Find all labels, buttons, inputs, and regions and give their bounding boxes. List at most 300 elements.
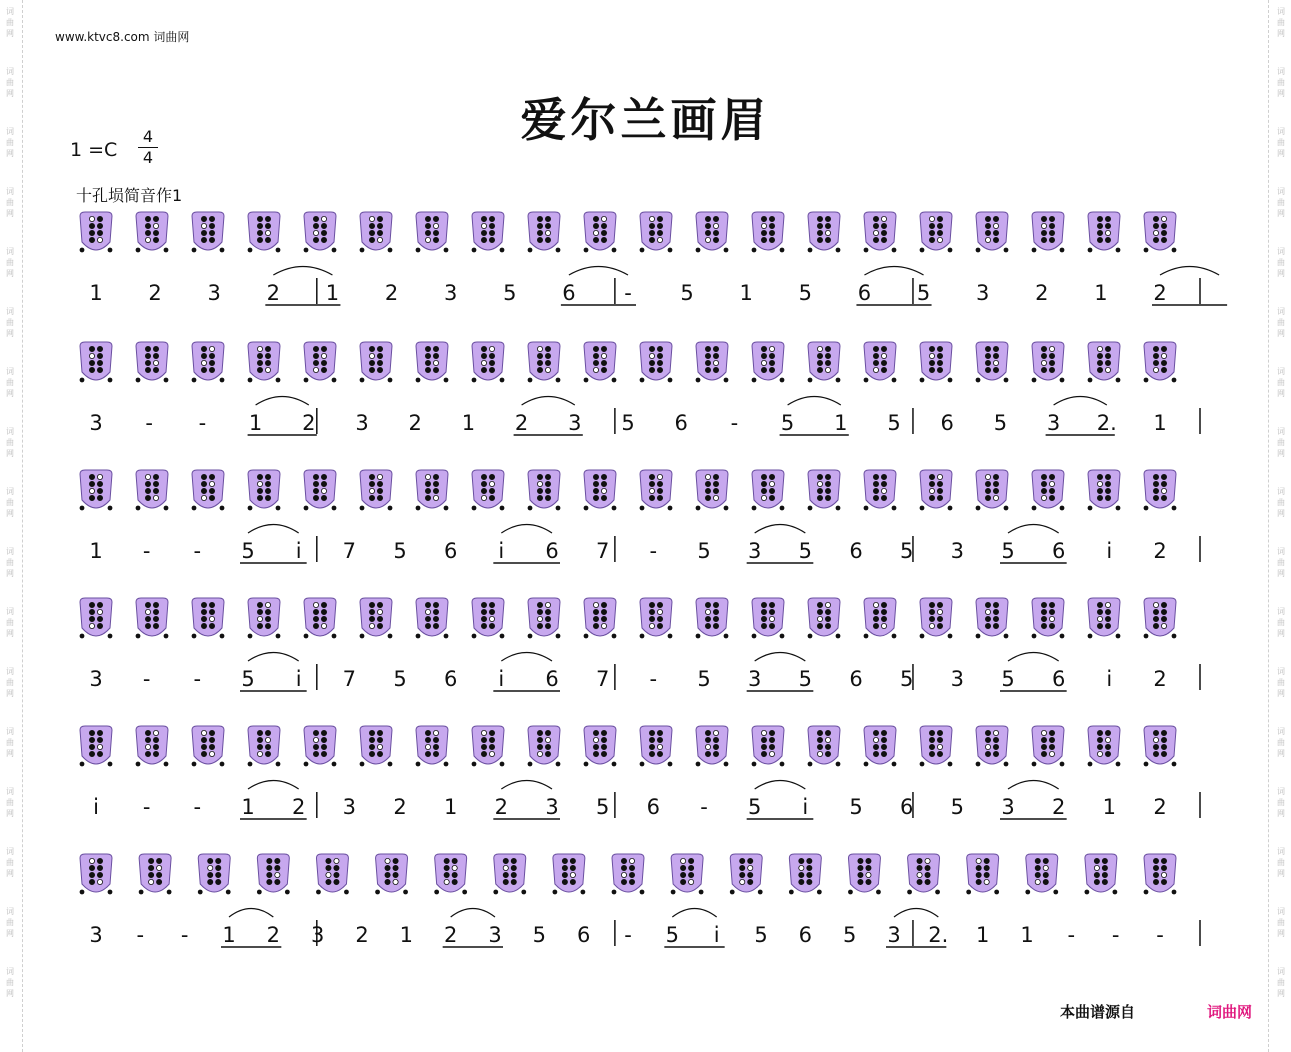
ocarina-fingering-chart xyxy=(472,726,504,764)
finger-hole xyxy=(657,495,662,500)
finger-hole xyxy=(89,495,94,500)
finger-hole xyxy=(313,751,318,756)
finger-hole xyxy=(681,872,686,877)
finger-hole xyxy=(748,879,753,884)
finger-hole xyxy=(1102,865,1107,870)
finger-hole xyxy=(649,216,654,221)
finger-hole xyxy=(1094,858,1099,863)
ocarina-fingering-chart xyxy=(612,854,644,892)
finger-hole xyxy=(489,230,494,235)
finger-hole xyxy=(1041,346,1046,351)
thumb-hole xyxy=(935,890,940,895)
finger-hole xyxy=(925,872,930,877)
finger-hole xyxy=(385,865,390,870)
note-text: - xyxy=(142,667,151,691)
ocarina-fingering-chart xyxy=(976,212,1008,250)
finger-hole xyxy=(537,367,542,372)
finger-hole xyxy=(993,346,998,351)
thumb-hole xyxy=(444,378,449,383)
slur xyxy=(1160,267,1219,276)
slur xyxy=(1008,781,1059,790)
finger-hole xyxy=(985,353,990,358)
note-text: 6 xyxy=(899,795,914,819)
finger-hole xyxy=(97,223,102,228)
finger-hole xyxy=(1041,730,1046,735)
note-text: 3 xyxy=(89,411,103,435)
thumb-hole xyxy=(528,506,533,511)
finger-hole xyxy=(1041,495,1046,500)
ocarina-fingering-chart xyxy=(528,470,560,508)
thumb-hole xyxy=(948,378,953,383)
finger-hole xyxy=(1097,737,1102,742)
finger-hole xyxy=(481,353,486,358)
thumb-hole xyxy=(1172,506,1177,511)
note-text: 3 xyxy=(310,923,325,947)
finger-hole xyxy=(275,879,280,884)
finger-hole xyxy=(1041,602,1046,607)
ocarina-fingering-chart xyxy=(494,854,526,892)
watermark-text: 词曲网 xyxy=(6,427,14,458)
finger-hole xyxy=(593,602,598,607)
finger-hole xyxy=(334,865,339,870)
finger-hole xyxy=(265,237,270,242)
finger-hole xyxy=(705,474,710,479)
finger-hole xyxy=(489,751,494,756)
note-text: - xyxy=(180,923,189,947)
finger-hole xyxy=(1049,223,1054,228)
finger-hole xyxy=(705,730,710,735)
finger-hole xyxy=(537,609,542,614)
finger-hole xyxy=(866,872,871,877)
finger-hole xyxy=(537,230,542,235)
finger-hole xyxy=(649,751,654,756)
slur xyxy=(501,653,552,662)
finger-hole xyxy=(377,346,382,351)
finger-hole xyxy=(929,744,934,749)
note-text: 3 xyxy=(950,539,965,563)
finger-hole xyxy=(201,623,206,628)
finger-hole xyxy=(976,872,981,877)
thumb-hole xyxy=(758,890,763,895)
finger-hole xyxy=(385,872,390,877)
note-text: 5 xyxy=(503,281,517,305)
note-text: 5 xyxy=(697,667,711,691)
finger-hole xyxy=(1041,216,1046,221)
finger-hole xyxy=(657,230,662,235)
watermark-text: 词曲网 xyxy=(6,127,14,158)
finger-hole xyxy=(452,872,457,877)
thumb-hole xyxy=(864,634,869,639)
finger-hole xyxy=(769,367,774,372)
finger-hole xyxy=(1097,237,1102,242)
ocarina-fingering-chart xyxy=(80,854,112,892)
finger-hole xyxy=(89,481,94,486)
finger-hole xyxy=(657,609,662,614)
finger-hole xyxy=(369,474,374,479)
finger-hole xyxy=(817,216,822,221)
finger-hole xyxy=(425,360,430,365)
finger-hole xyxy=(334,858,339,863)
note-text: 1 xyxy=(1020,923,1034,947)
finger-hole xyxy=(657,353,662,358)
note-text: 3 xyxy=(887,923,901,947)
ocarina-fingering-chart xyxy=(1088,726,1120,764)
finger-hole xyxy=(681,865,686,870)
finger-hole xyxy=(537,353,542,358)
thumb-hole xyxy=(864,248,869,253)
thumb-hole xyxy=(528,378,533,383)
finger-hole xyxy=(1105,230,1110,235)
watermark-text: 词曲网 xyxy=(1277,67,1285,98)
finger-hole xyxy=(433,223,438,228)
finger-hole xyxy=(1105,237,1110,242)
finger-hole xyxy=(825,474,830,479)
thumb-hole xyxy=(360,378,365,383)
finger-hole xyxy=(929,751,934,756)
finger-hole xyxy=(705,737,710,742)
finger-hole xyxy=(545,230,550,235)
finger-hole xyxy=(489,737,494,742)
finger-hole xyxy=(1035,872,1040,877)
finger-hole xyxy=(153,488,158,493)
finger-hole xyxy=(570,865,575,870)
finger-hole xyxy=(761,623,766,628)
finger-hole xyxy=(433,744,438,749)
finger-hole xyxy=(929,353,934,358)
finger-hole xyxy=(657,623,662,628)
thumb-hole xyxy=(1053,890,1058,895)
finger-hole xyxy=(593,751,598,756)
finger-hole xyxy=(825,481,830,486)
finger-hole xyxy=(433,346,438,351)
note-text: 6 xyxy=(849,667,863,691)
finger-hole xyxy=(817,474,822,479)
thumb-hole xyxy=(640,248,645,253)
ocarina-fingering-chart xyxy=(136,342,168,380)
finger-hole xyxy=(1049,744,1054,749)
slur xyxy=(451,909,495,918)
thumb-hole xyxy=(332,634,337,639)
finger-hole xyxy=(275,858,280,863)
finger-hole xyxy=(313,609,318,614)
finger-hole xyxy=(825,367,830,372)
finger-hole xyxy=(873,737,878,742)
finger-hole xyxy=(377,623,382,628)
finger-hole xyxy=(313,730,318,735)
finger-hole xyxy=(1161,744,1166,749)
finger-hole xyxy=(649,730,654,735)
thumb-hole xyxy=(1172,762,1177,767)
finger-hole xyxy=(321,751,326,756)
finger-hole xyxy=(993,495,998,500)
finger-hole xyxy=(993,237,998,242)
finger-hole xyxy=(369,751,374,756)
finger-hole xyxy=(601,474,606,479)
note-text: 3 xyxy=(342,795,357,819)
note-text: - xyxy=(649,539,658,563)
thumb-hole xyxy=(1004,248,1009,253)
finger-hole xyxy=(1161,865,1166,870)
watermark-text: 词曲网 xyxy=(1277,907,1285,938)
finger-hole xyxy=(807,872,812,877)
thumb-hole xyxy=(403,890,408,895)
watermark-text: 词曲网 xyxy=(1277,7,1285,38)
finger-hole xyxy=(1161,858,1166,863)
finger-hole xyxy=(393,879,398,884)
note-text: 1 xyxy=(222,923,236,947)
note-text: 6 xyxy=(443,539,458,563)
finger-hole xyxy=(97,879,102,884)
finger-hole xyxy=(377,353,382,358)
finger-hole xyxy=(153,744,158,749)
finger-hole xyxy=(537,616,542,621)
finger-hole xyxy=(97,367,102,372)
thumb-hole xyxy=(248,378,253,383)
thumb-hole xyxy=(472,248,477,253)
finger-hole xyxy=(257,353,262,358)
finger-hole xyxy=(489,744,494,749)
finger-hole xyxy=(433,602,438,607)
finger-hole xyxy=(209,216,214,221)
finger-hole xyxy=(807,865,812,870)
finger-hole xyxy=(1049,730,1054,735)
finger-hole xyxy=(1153,623,1158,628)
finger-hole xyxy=(713,737,718,742)
note-text: i xyxy=(295,667,302,691)
watermark-text: 词曲网 xyxy=(1277,307,1285,338)
finger-hole xyxy=(201,353,206,358)
ocarina-fingering-chart xyxy=(416,470,448,508)
finger-hole xyxy=(313,737,318,742)
finger-hole xyxy=(985,474,990,479)
finger-hole xyxy=(481,216,486,221)
finger-hole xyxy=(799,872,804,877)
ocarina-fingering-chart xyxy=(584,598,616,636)
finger-hole xyxy=(433,237,438,242)
finger-hole xyxy=(369,609,374,614)
finger-hole xyxy=(201,730,206,735)
finger-hole xyxy=(713,223,718,228)
watermark-text: 词曲网 xyxy=(1277,847,1285,878)
ocarina-fingering-chart xyxy=(472,212,504,250)
note-text: 2 xyxy=(148,281,162,305)
note-text: 5 xyxy=(595,795,610,819)
finger-hole xyxy=(761,751,766,756)
finger-hole xyxy=(689,879,694,884)
note-text: 2 xyxy=(393,795,407,819)
finger-hole xyxy=(321,744,326,749)
finger-hole xyxy=(769,730,774,735)
thumb-hole xyxy=(285,890,290,895)
finger-hole xyxy=(89,744,94,749)
finger-hole xyxy=(1049,495,1054,500)
finger-hole xyxy=(985,237,990,242)
finger-hole xyxy=(425,744,430,749)
finger-hole xyxy=(537,360,542,365)
finger-hole xyxy=(593,216,598,221)
thumb-hole xyxy=(192,248,197,253)
finger-hole xyxy=(545,623,550,628)
note-text: 5 xyxy=(993,411,1008,435)
finger-hole xyxy=(769,216,774,221)
thumb-hole xyxy=(80,248,85,253)
finger-hole xyxy=(705,495,710,500)
thumb-hole xyxy=(388,762,393,767)
ocarina-fingering-chart xyxy=(640,598,672,636)
finger-hole xyxy=(313,474,318,479)
thumb-hole xyxy=(612,248,617,253)
note-text: 2 xyxy=(355,923,369,947)
note-text: 6 xyxy=(646,795,661,819)
ocarina-fingering-chart xyxy=(248,342,280,380)
finger-hole xyxy=(503,879,508,884)
finger-hole xyxy=(929,223,934,228)
ocarina-fingering-chart xyxy=(808,726,840,764)
finger-hole xyxy=(807,858,812,863)
finger-hole xyxy=(1153,879,1158,884)
finger-hole xyxy=(1041,751,1046,756)
watermark-text: 词曲网 xyxy=(1277,367,1285,398)
finger-hole xyxy=(1049,216,1054,221)
finger-hole xyxy=(873,237,878,242)
finger-hole xyxy=(570,858,575,863)
slur xyxy=(501,525,552,534)
watermark-text: 词曲网 xyxy=(6,787,14,818)
finger-hole xyxy=(444,879,449,884)
finger-hole xyxy=(985,367,990,372)
finger-hole xyxy=(265,609,270,614)
finger-hole xyxy=(807,879,812,884)
finger-hole xyxy=(216,879,221,884)
finger-hole xyxy=(769,488,774,493)
finger-hole xyxy=(369,744,374,749)
ocarina-fingering-chart xyxy=(1144,854,1176,892)
watermark-text: 词曲网 xyxy=(6,487,14,518)
ocarina-fingering-chart xyxy=(1088,342,1120,380)
thumb-hole xyxy=(80,378,85,383)
thumb-hole xyxy=(876,890,881,895)
finger-hole xyxy=(761,474,766,479)
finger-hole xyxy=(817,616,822,621)
thumb-hole xyxy=(164,378,169,383)
finger-hole xyxy=(1161,237,1166,242)
finger-hole xyxy=(393,872,398,877)
thumb-hole xyxy=(976,378,981,383)
finger-hole xyxy=(761,353,766,358)
finger-hole xyxy=(825,230,830,235)
finger-hole xyxy=(1041,609,1046,614)
finger-hole xyxy=(545,751,550,756)
ocarina-fingering-chart xyxy=(789,854,821,892)
finger-hole xyxy=(601,751,606,756)
ocarina-fingering-chart xyxy=(248,212,280,250)
finger-hole xyxy=(149,865,154,870)
finger-hole xyxy=(705,230,710,235)
thumb-hole xyxy=(696,634,701,639)
thumb-hole xyxy=(724,634,729,639)
thumb-hole xyxy=(388,378,393,383)
finger-hole xyxy=(937,623,942,628)
thumb-hole xyxy=(976,634,981,639)
finger-hole xyxy=(489,623,494,628)
finger-hole xyxy=(937,360,942,365)
thumb-hole xyxy=(640,890,645,895)
finger-hole xyxy=(89,872,94,877)
finger-hole xyxy=(201,237,206,242)
finger-hole xyxy=(157,872,162,877)
finger-hole xyxy=(1153,488,1158,493)
finger-hole xyxy=(825,216,830,221)
time-signature-numerator: 4 xyxy=(138,127,158,148)
finger-hole xyxy=(713,602,718,607)
slur xyxy=(1008,525,1059,534)
footer-brand[interactable]: 词曲网 xyxy=(1207,1003,1253,1021)
finger-hole xyxy=(377,474,382,479)
ocarina-fingering-chart xyxy=(472,342,504,380)
finger-hole xyxy=(1049,609,1054,614)
thumb-hole xyxy=(696,506,701,511)
note-text: 1 xyxy=(834,411,848,435)
thumb-hole xyxy=(640,378,645,383)
thumb-hole xyxy=(462,890,467,895)
finger-hole xyxy=(593,360,598,365)
finger-hole xyxy=(769,737,774,742)
finger-hole xyxy=(89,360,94,365)
finger-hole xyxy=(89,616,94,621)
finger-hole xyxy=(1153,858,1158,863)
finger-hole xyxy=(321,609,326,614)
finger-hole xyxy=(873,744,878,749)
finger-hole xyxy=(705,360,710,365)
ocarina-fingering-chart xyxy=(808,212,840,250)
ocarina-fingering-chart xyxy=(528,726,560,764)
finger-hole xyxy=(761,223,766,228)
slur xyxy=(894,909,938,918)
watermark-text: 词曲网 xyxy=(6,667,14,698)
finger-hole xyxy=(489,488,494,493)
note-text: - xyxy=(193,539,202,563)
finger-hole xyxy=(145,609,150,614)
finger-hole xyxy=(649,481,654,486)
finger-hole xyxy=(145,730,150,735)
slur xyxy=(755,653,806,662)
finger-hole xyxy=(267,879,272,884)
finger-hole xyxy=(1105,730,1110,735)
finger-hole xyxy=(761,602,766,607)
note-text: - xyxy=(730,411,739,435)
thumb-hole xyxy=(1060,248,1065,253)
finger-hole xyxy=(993,730,998,735)
finger-hole xyxy=(937,230,942,235)
finger-hole xyxy=(1105,223,1110,228)
finger-hole xyxy=(313,223,318,228)
note-text: 6 xyxy=(1051,539,1066,563)
finger-hole xyxy=(545,737,550,742)
finger-hole xyxy=(489,360,494,365)
finger-hole xyxy=(929,495,934,500)
finger-hole xyxy=(993,360,998,365)
finger-hole xyxy=(537,216,542,221)
ocarina-fingering-chart xyxy=(920,470,952,508)
finger-hole xyxy=(1097,346,1102,351)
thumb-hole xyxy=(892,378,897,383)
finger-hole xyxy=(976,865,981,870)
finger-hole xyxy=(385,858,390,863)
finger-hole xyxy=(425,353,430,358)
finger-hole xyxy=(713,481,718,486)
site-url[interactable]: www.ktvc8.com 词曲网 xyxy=(55,30,190,44)
ocarina-fingering-chart xyxy=(136,212,168,250)
